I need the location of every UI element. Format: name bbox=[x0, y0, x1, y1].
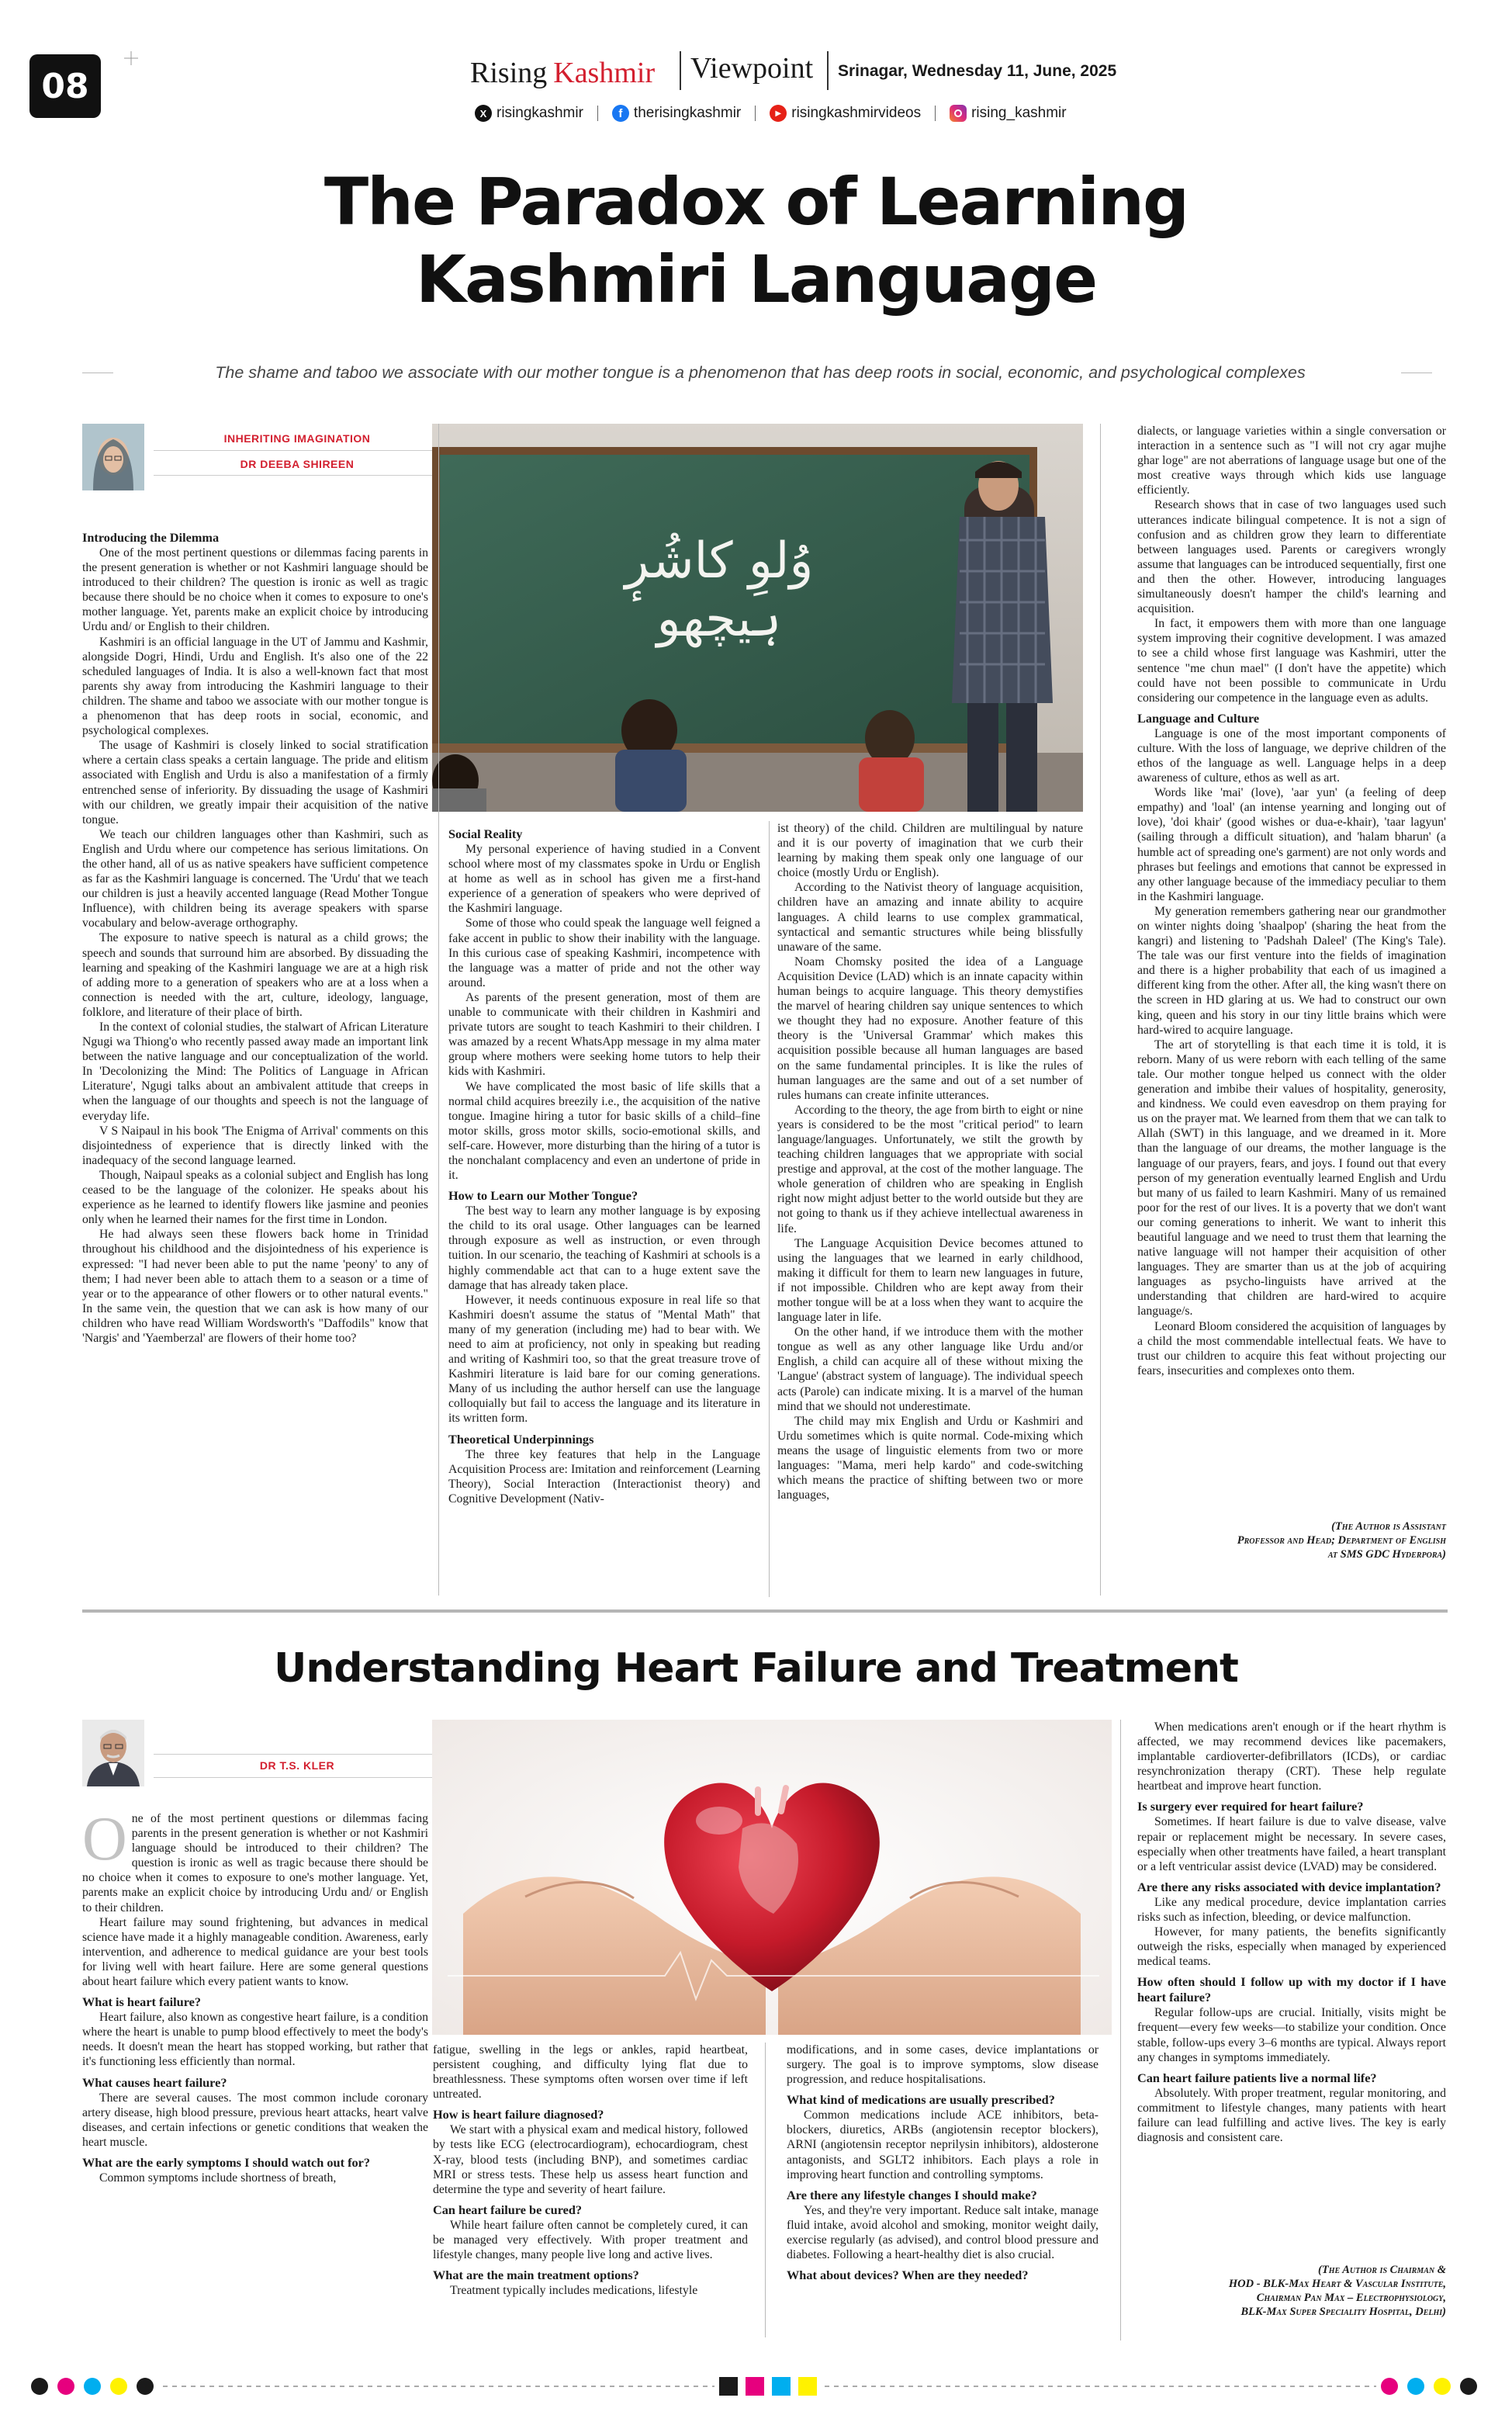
paragraph: However, for many patients, the benefits significantly outweigh the risks, especially when managed by experienced medical teams. bbox=[1137, 1925, 1446, 1969]
social-item-instagram[interactable] bbox=[950, 105, 1066, 122]
registration-dot-icon bbox=[84, 2378, 101, 2395]
paragraph: Words like 'mai' (love), 'aar yun' (a feeling of deep empathy) and 'loal' (an intense yearning and longing out of love), 'doi khair' (good wishes or dua-e-khair), 'taar lagyun' (sailing through a difficult situation), and 'halam bharun' (a humble act of spreading one's garment) are not only words and phrases but feelings and emotions that cannot be expressed in any other language because of the immediacy peculiar to them in the Kashmiri language. bbox=[1137, 786, 1446, 903]
paragraph: The exposure to native speech is natural as a child grows; the speech and sounds that surround him are absorbed. By dissuading the learning and speaking of the Kashmiri language we are at a high risk of adding more to a generation of speakers who are at a loss when a connection is needed with the art, culture, ideology, language, folklore, and literature of their place of birth. bbox=[82, 931, 428, 1019]
paragraph: Noam Chomsky posited the idea of a Language Acquisition Device (LAD) which is an innate capacity within human beings to acquire language. This theory demystifies the marvel of hearing children say unique sentences to which we thought they had no exposure. Another feature of this theory is the 'Universal Grammar' which makes this acquisition possible because all human languages are based on the same fundamental principles. It is like the rules of human languages are the same and out of a set number of rules humans can create infinite utterances. bbox=[777, 955, 1083, 1102]
col-rule bbox=[1120, 1720, 1121, 2341]
paragraph: We have complicated the most basic of life skills that a normal child acquires breezily i.e., the acquisition of the native tongue. Imagine hiring a tutor for basic skills of a child–fine motor skills, gross motor skills, socio-emotional skills, and self-care. However, more disturbing than the hiring of a tutor is the nonchalant complacency and even an undertone of pride in it. bbox=[448, 1079, 760, 1183]
article1-title-line2: Kashmiri Language bbox=[415, 241, 1097, 317]
article1-col1 bbox=[82, 525, 428, 1594]
author2-avatar bbox=[82, 1720, 144, 1786]
article1-col3 bbox=[777, 821, 1083, 1594]
col-rule bbox=[438, 424, 439, 1596]
paragraph: On the other hand, if we introduce them with the mother tongue as well as any other language like Urdu and/or English, a child can acquire all of these without mixing the 'Langue' (abstract system of language). The individual speech acts (Parole) can indicate mixing. It is a marvel of the human mind that we should not underestimate. bbox=[777, 1325, 1083, 1413]
paragraph: Common symptoms include shortness of breath, bbox=[99, 2171, 337, 2185]
paragraph: V S Naipaul in his book 'The Enigma of Arrival' comments on this disjointedness of experience that is directly linked with the inadequacy of the second language learned. bbox=[82, 1124, 428, 1167]
social-item-youtube[interactable] bbox=[770, 105, 921, 122]
author1-name: DR DEEBA SHIREEN bbox=[240, 458, 355, 470]
article1-col2 bbox=[448, 821, 760, 1594]
paragraph: Kashmiri is an official language in the UT of Jammu and Kashmir, alongside Dogri, Hindi, Urdu and English. It's also one of the 22 scheduled languages of India. It is also a well-known fact that most parents shy away from introducing the Kashmiri language to their children. The shame and taboo we associate with our mother tongue is a phenomenon that has deep roots in social, economic, and psychological complexes. bbox=[82, 635, 428, 738]
credit1-line2: Professor and Head; Department of English bbox=[1237, 1534, 1446, 1547]
credit1-line3: at SMS GDC Hyderpora) bbox=[1327, 1548, 1446, 1561]
credit1-line1: (The Author is Assistant bbox=[1331, 1520, 1446, 1533]
page-number: 08 bbox=[41, 66, 89, 106]
paragraph: ist theory) of the child. Children are multilingual by nature and it is our poverty of imagination that we curb their learning by making them speak only one language of our choice (mostly Urdu or English). bbox=[777, 822, 1083, 880]
paragraph: According to the theory, the age from birth to eight or nine years is considered to be the most "critical period" to learn language/languages. Unfortunately, we stilt the growth by teaching children languages that we appropriate with social prestige and approval, at the cost of the mother language. The whole generation of children who are speaking in English right now might adjust better to the world outside but they are not going to thank us if they achieve intellectual awareness in life. bbox=[777, 1103, 1083, 1235]
author2-name: DR T.S. KLER bbox=[259, 1759, 335, 1772]
color-swatch-icon bbox=[772, 2377, 791, 2396]
social-handle-youtube: risingkashmirvideos bbox=[791, 105, 922, 121]
drop-cap: O bbox=[82, 1811, 127, 1873]
subheading: Can heart failure patients live a normal life? bbox=[1137, 2070, 1377, 2085]
paragraph: Common medications include ACE inhibitors, beta-blockers, diuretics, ARBs (angiotensin receptor blockers), ARNI (angiotensin receptor neprilysin inhibitors), aldosterone antagonists, and SGLT2 inhibitors. Each plays a role in improving heart function and controlling symptoms. bbox=[787, 2108, 1099, 2181]
social-item-x[interactable] bbox=[475, 105, 583, 122]
social-bar bbox=[475, 102, 1067, 124]
paragraph: However, it needs continuous exposure in real life so that Kashmiri doesn't assume the status of "Mental Math" that many of my generation (including me) had to bear with. We need to aim at proficiency, not only in speaking but reading and writing of Kashmiri too, so that the great treasure trove of Kashmiri literature is laid bare for our coming generations. Many of us including the author herself can use the language colloquially but fail to access the language and its literature in its written form. bbox=[448, 1293, 760, 1426]
paragraph: dialects, or language varieties within a single conversation or interaction in a sentence such as "I will not cry agar mujhe ghar loge" are not aberrations of language usage but one of the most creative ways through which kids use language efficiently. bbox=[1137, 424, 1446, 497]
subheading: Can heart failure be cured? bbox=[433, 2202, 583, 2217]
paragraph: In fact, it empowers them with more than one language system improving their cognitive development. I was amazed to see a child whose first language was Kashmiri, utter the sentence "me chun mael" (I don't have the appetite) which could have not been possible to communicate in Urdu considering our competence in the language even as adults. bbox=[1137, 617, 1446, 705]
paragraph: Treatment typically includes medications, lifestyle bbox=[450, 2284, 698, 2298]
chalkboard-image bbox=[432, 424, 1083, 812]
article1-credit bbox=[1137, 1519, 1446, 1561]
color-swatch-icon bbox=[746, 2377, 764, 2396]
article2-col4 bbox=[1137, 1720, 1446, 2247]
article2-col2 bbox=[433, 2043, 748, 2331]
byline2-rule bbox=[154, 1754, 441, 1755]
paragraph: In the context of colonial studies, the stalwart of African Literature Ngugi wa Thiong'o who recently passed away made an important link between the native language and our conceptualization of the world. In 'Decolonizing the Mind: The Politics of Language in African Literature', Ngugi talks about an ambivalent attitude that creeps in when the language of our thoughts and speech is not the language of everyday life. bbox=[82, 1020, 428, 1123]
registration-dot-icon bbox=[1381, 2378, 1398, 2395]
registration-dot-icon bbox=[137, 2378, 154, 2395]
youtube-icon: ▶ bbox=[770, 105, 787, 122]
section-divider bbox=[82, 1610, 1448, 1613]
paragraph: One of the most pertinent questions or dilemmas facing parents in the present generation is whether or not Kashmiri language should be introduced to their children? The question is ironic as well as tragic because there should be no choice when it comes to exposure to one's mother language. Yet, parents make an explicit choice by introducing Urdu and/ or English to their children. bbox=[82, 546, 428, 634]
subheading: What are the early symptoms I should watch out for? bbox=[82, 2154, 370, 2170]
paragraph: fatigue, swelling in the legs or ankles, rapid heartbeat, persistent coughing, and difficulty lying flat due to breathlessness. These symptoms often worsen over time if left untreated. bbox=[433, 2043, 748, 2102]
paragraph: modifications, and in some cases, device implantations or surgery. The goal is to improve symptoms, slow disease progression, and reduce hospitalisations. bbox=[787, 2043, 1099, 2087]
byline-rule-2 bbox=[154, 475, 441, 476]
paragraph: The art of storytelling is that each time it is told, it is reborn. Many of us were reborn with each telling of the same tale. Our mother tongue helped us connect with the older generation and imbibe their values of hospitality, generosity, and kindness. We could even eavesdrop on them praying for us on the prayer mat. We learned from them that we can talk to Allah (SWT) in this language, and we dreamed in it. More than the language of our dreams, the mother language is the language of our prayers, fears, and joys. I found out that every person of my generation eventually learned English and Urdu but many of us failed to learn Kashmiri. Many of us remained poor for the rest of our lives. It is a poverty that we don't want our coming generations to inherit. We want to inherit this beautiful language and we need to trust them that learning the native language will not hamper their acquisition of other languages. They are smarter than us at the job of acquiring languages as psycho-linguists have arrived at the understanding that children are hard-wired to acquire language/s. bbox=[1137, 1038, 1446, 1318]
paragraph: Heart failure may sound frightening, but advances in medical science have made it a highly manageable condition. Awareness, early intervention, and adherence to medical guidance are your best tools for living well with heart failure. Here are some general questions about heart failure which every patient wants to know. bbox=[82, 1915, 428, 1989]
subheading: Theoretical Underpinnings bbox=[448, 1431, 594, 1447]
color-swatch-icon bbox=[719, 2377, 738, 2396]
article1-title-line1: The Paradox of Learning bbox=[324, 164, 1188, 240]
paragraph: While heart failure often cannot be completely cured, it can be managed very effectively. With proper treatment and lifestyle changes, many people live long and active lives. bbox=[433, 2218, 748, 2262]
paragraph: My generation remembers gathering near our grandmother on winter nights doing 'shaalpop' (sharing the heat from the kangri) and listening to 'Padshah Daleel' (The King's Tale). The tale was our first venture into the fields of imagination and there is a higher probability that each of us imagined a different king from the other. After all, the king wasn't there on the screen in HD glaring at us. We had to construct our own king, queen and his story in our tiny little brains which were hard-wired to acquire language. bbox=[1137, 904, 1446, 1037]
registration-dot-icon bbox=[1434, 2378, 1451, 2395]
social-handle-instagram: rising_kashmir bbox=[971, 105, 1067, 121]
paragraph: According to the Nativist theory of language acquisition, children have an amazing and innate ability to acquire languages. A child learns to use complex grammatical, syntactical and semantic structures while being blissfully unaware of the same. bbox=[777, 881, 1083, 954]
subheading: What are the main treatment options? bbox=[433, 2268, 639, 2283]
paragraph: Heart failure, also known as congestive heart failure, is a condition where the heart is unable to pump blood effectively to meet the body's needs. It doesn't mean the heart has stopped working, but rather that it's functioning less efficiently than normal. bbox=[82, 2011, 428, 2069]
color-swatch-icon bbox=[798, 2377, 817, 2396]
brand-kashmir: Kashmir bbox=[553, 57, 656, 89]
paragraph: The usage of Kashmiri is closely linked to social stratification where a certain class speaks a certain language. The pride and elitism associated with English and Urdu is also a manifestation of a firmly entrenched sense of inferiority. By dissuading the usage of Kashmiri with our children, we greatly impair their acquisition of the native tongue. bbox=[82, 739, 428, 826]
subheading: What about devices? When are they needed? bbox=[787, 2268, 1029, 2283]
subheading: Are there any lifestyle changes I should make? bbox=[787, 2187, 1037, 2202]
byline-rule bbox=[154, 450, 441, 451]
paragraph: The child may mix English and Urdu or Kashmiri and Urdu sometimes which is quite normal. Code-mixing which means the usage of linguistic elements from two or more languages: "Mama, meri help kardo" and code-switching which means the practice of shifting between two or more languages, bbox=[777, 1414, 1083, 1502]
paragraph: We start with a physical exam and medical history, followed by tests like ECG (electrocardiogram), echocardiogram, chest X-ray, blood tests (including BNP), and sometimes cardiac MRI or stress tests. These help us assess heart function and determine the type and severity of heart failure. bbox=[433, 2123, 748, 2196]
subtitle-rule-left bbox=[82, 372, 113, 373]
author1-avatar bbox=[82, 424, 144, 490]
article1-subtitle: The shame and taboo we associate with our mother tongue is a phenomenon that has deep roots in social, economic, and psychological complexes bbox=[215, 363, 1306, 382]
paragraph: Language is one of the most important components of culture. With the loss of language, we deprive children of the ethos of the language as well. Language helps in a deep awareness of culture, ethos as well as art. bbox=[1137, 726, 1446, 785]
paragraph: Some of those who could speak the language well feigned a fake accent in public to show their inability with the language. In this curious case of speaking Kashmiri, incompetence with the language was a matter of pride and not the other way around. bbox=[448, 917, 760, 989]
lead-paragraph bbox=[82, 1811, 428, 1915]
dateline: Srinagar, Wednesday 11, June, 2025 bbox=[838, 62, 1117, 80]
paragraph: The Language Acquisition Device becomes attuned to using the languages that we learned in early childhood, making it difficult for them to learn new languages in future, if not impossible. Children who are kept away from their mother tongue will be at a loss when they want to acquire the language later in life. bbox=[777, 1236, 1083, 1325]
subheading: How to Learn our Mother Tongue? bbox=[448, 1188, 638, 1204]
subheading: Language and Culture bbox=[1137, 710, 1260, 726]
print-registration-bar bbox=[31, 2376, 1482, 2396]
instagram-icon bbox=[950, 105, 967, 122]
subheading: What kind of medications are usually prescribed? bbox=[787, 2092, 1055, 2108]
credit2-line3: Chairman Pan Max – Electrophysiology, bbox=[1256, 2292, 1446, 2304]
facebook-icon: f bbox=[612, 105, 629, 122]
article2-title: Understanding Heart Failure and Treatment bbox=[274, 1645, 1238, 1692]
credit2-line2: HOD - BLK-Max Heart & Vascular Institute, bbox=[1228, 2278, 1446, 2290]
column-label: INHERITING IMAGINATION bbox=[223, 432, 371, 445]
chalkboard-text: وُلوِ کاشُرٕ ہیچھو bbox=[625, 532, 814, 648]
subheading: Is surgery ever required for heart failure? bbox=[1137, 1799, 1364, 1814]
paragraph: When medications aren't enough or if the heart rhythm is affected, we may recommend devices like pacemakers, implantable cardioverter-defibrillators (ICDs), or cardiac resynchronization therapy (CRT). These help regulate heartbeat and improve heart function. bbox=[1137, 1720, 1446, 1793]
paragraph: We teach our children languages other than Kashmiri, such as English and Urdu where our competence has serious limitations. On the other hand, all of us as native speakers have sufficient competence as far as the Kashmiri language is concerned. The 'Urdu' that we teach our children is just a heavily accented language (Read Mother Tongue Influence), with children being its average speakers with sparse vocabulary and below-average orthography. bbox=[82, 827, 428, 930]
paragraph: The best way to learn any mother language is by exposing the child to its oral usage. Other languages can be learned through exposure as well as instruction, or even through tuition. In our scenario, the teaching of Kashmiri at schools is a highly commendable act that can to a huge extent save the damage that has already taken place. bbox=[448, 1204, 760, 1292]
paragraph: The three key features that help in the Language Acquisition Process are: Imitation and reinforcement (Learning Theory), Social Interaction (Interactionist theory) and Cognitive Development (Nativ- bbox=[448, 1447, 760, 1506]
paragraph: As parents of the present generation, most of them are unable to communicate with their children in Kashmiri and private tutors are sought to teach Kashmiri to their children. I was amazed by a recent WhatsApp message in my alma mater group where mothers were seeking home tutors to help their kids with Kashmiri. bbox=[448, 990, 760, 1079]
subheading: Are there any risks associated with device implantation? bbox=[1137, 1879, 1441, 1894]
paragraph: Absolutely. With proper treatment, regular monitoring, and commitment to lifestyle changes, many patients with heart failure can lead fulfilling and active lives. The key is early diagnosis and consistent care. bbox=[1137, 2086, 1446, 2144]
heart-hands-image bbox=[432, 1720, 1112, 2035]
paragraph: Regular follow-ups are crucial. Initially, visits might be frequent—every few weeks—to stabilize your condition. Once stable, follow-ups every 3–6 months are typical. Always report any changes in symptoms immediately. bbox=[1137, 2006, 1446, 2064]
paragraph: Research shows that in case of two languages used such utterances indicate bilingual competence. It is not a sign of confusion and as children grow they learn to differentiate between languages used. Parents or caregivers wrongly assume that languages can be introduced sequentially, first one and then the other. However, introducing languages simultaneously doesn't hamper the child's learning and acquisition. bbox=[1137, 498, 1446, 616]
social-handle-x: risingkashmir bbox=[497, 105, 583, 121]
credit2-line1: (The Author is Chairman & bbox=[1318, 2264, 1446, 2276]
paragraph: Though, Naipaul speaks as a colonial subject and English has long ceased to be the language of the colonizer. He speaks about his experience as he learned to identify flowers like jasmine and peonies only when he learned their names for the first time in London. bbox=[82, 1168, 428, 1227]
credit2-line4: BLK-Max Super Speciality Hospital, Delhi) bbox=[1240, 2306, 1446, 2318]
paragraph: Sometimes. If heart failure is due to valve disease, valve repair or replacement might be necessary. In severe cases, especially when other treatments have failed, a heart transplant or a left ventricular assist device (LVAD) may be considered. bbox=[1137, 1815, 1446, 1873]
masthead-brand[interactable] bbox=[470, 51, 655, 95]
social-handle-facebook: therisingkashmir bbox=[633, 105, 742, 121]
masthead-divider bbox=[680, 51, 681, 90]
subheading: What causes heart failure? bbox=[82, 2074, 227, 2090]
byline2-rule-2 bbox=[154, 1777, 441, 1778]
col-rule bbox=[1100, 424, 1101, 1596]
subheading: Introducing the Dilemma bbox=[82, 530, 220, 545]
crop-mark-icon bbox=[124, 51, 138, 65]
x-twitter-icon: X bbox=[475, 105, 492, 122]
page-number-box bbox=[29, 54, 101, 118]
col-rule bbox=[765, 2043, 766, 2337]
article2-col1 bbox=[82, 1811, 428, 2331]
registration-dot-icon bbox=[31, 2378, 48, 2395]
article1-title bbox=[0, 163, 1512, 318]
subtitle-rule-right bbox=[1401, 372, 1432, 373]
section-name: Viewpoint bbox=[690, 52, 814, 85]
brand-rising: Rising bbox=[470, 57, 548, 89]
paragraph: There are several causes. The most common include coronary artery disease, high blood pressure, previous heart attacks, heart valve diseases, and certain infections or genetic conditions that weaken the heart muscle. bbox=[82, 2091, 428, 2149]
paragraph: He had always seen these flowers back home in Trinidad throughout his childhood and the disjointedness of his experience is expressed: "I had never been able to put the name 'peony' to any of them; I had never been able to attach them to a season or a time of year or to the appearance of other flowers or to other natural events." In the same vein, the question that we can ask is how many of our children who have read William Wordsworth's "Daffodils" know that 'Nargis' and 'Yaemberzal' are flowers of their home too? bbox=[82, 1228, 428, 1345]
registration-dot-icon bbox=[1407, 2378, 1424, 2395]
subheading: How often should I follow up with my doctor if I have heart failure? bbox=[1137, 1974, 1446, 2005]
registration-dot-icon bbox=[57, 2378, 74, 2395]
article2-credit bbox=[1137, 2263, 1446, 2319]
registration-dot-icon bbox=[1460, 2378, 1477, 2395]
article1-col4 bbox=[1137, 424, 1446, 1516]
paragraph: My personal experience of having studied in a Convent school where most of my classmates spoke in Urdu or English at home as well as in school has given me a first-hand experience of a generation of speakers who were deprived of the Kashmiri language. bbox=[448, 843, 760, 916]
subheading: How is heart failure diagnosed? bbox=[433, 2107, 604, 2122]
social-item-facebook[interactable] bbox=[612, 105, 741, 122]
paragraph: Like any medical procedure, device implantation carries risks such as infection, bleeding, or device malfunction. bbox=[1137, 1895, 1446, 1924]
col-rule bbox=[769, 821, 770, 1597]
registration-dot-icon bbox=[110, 2378, 127, 2395]
subheading: Social Reality bbox=[448, 826, 523, 841]
subheading: What is heart failure? bbox=[82, 1994, 202, 2010]
masthead-divider-2 bbox=[827, 51, 829, 90]
paragraph: Yes, and they're very important. Reduce salt intake, manage fluid intake, avoid alcohol and smoking, monitor weight daily, exercise regularly (as advised), and control blood pressure and diabetes. Following a heart-healthy diet is also crucial. bbox=[787, 2203, 1099, 2262]
paragraph: Leonard Bloom considered the acquisition of languages by a child the most commendable intellectual feats. We have to trust our children to acquire this feat without projecting our fears, insecurities and complexes onto them. bbox=[1137, 1319, 1446, 1377]
lead-text: ne of the most pertinent questions or dilemmas facing parents in the present generation is whether or not Kashmiri language should be introduced to their children? The question is ironic as well as tragic because there should be no choice when it comes to exposure to one's mother language. Yet, parents make an explicit choice by introducing Urdu and/ or English to their children. bbox=[82, 1812, 428, 1914]
article2-col3 bbox=[787, 2043, 1099, 2331]
